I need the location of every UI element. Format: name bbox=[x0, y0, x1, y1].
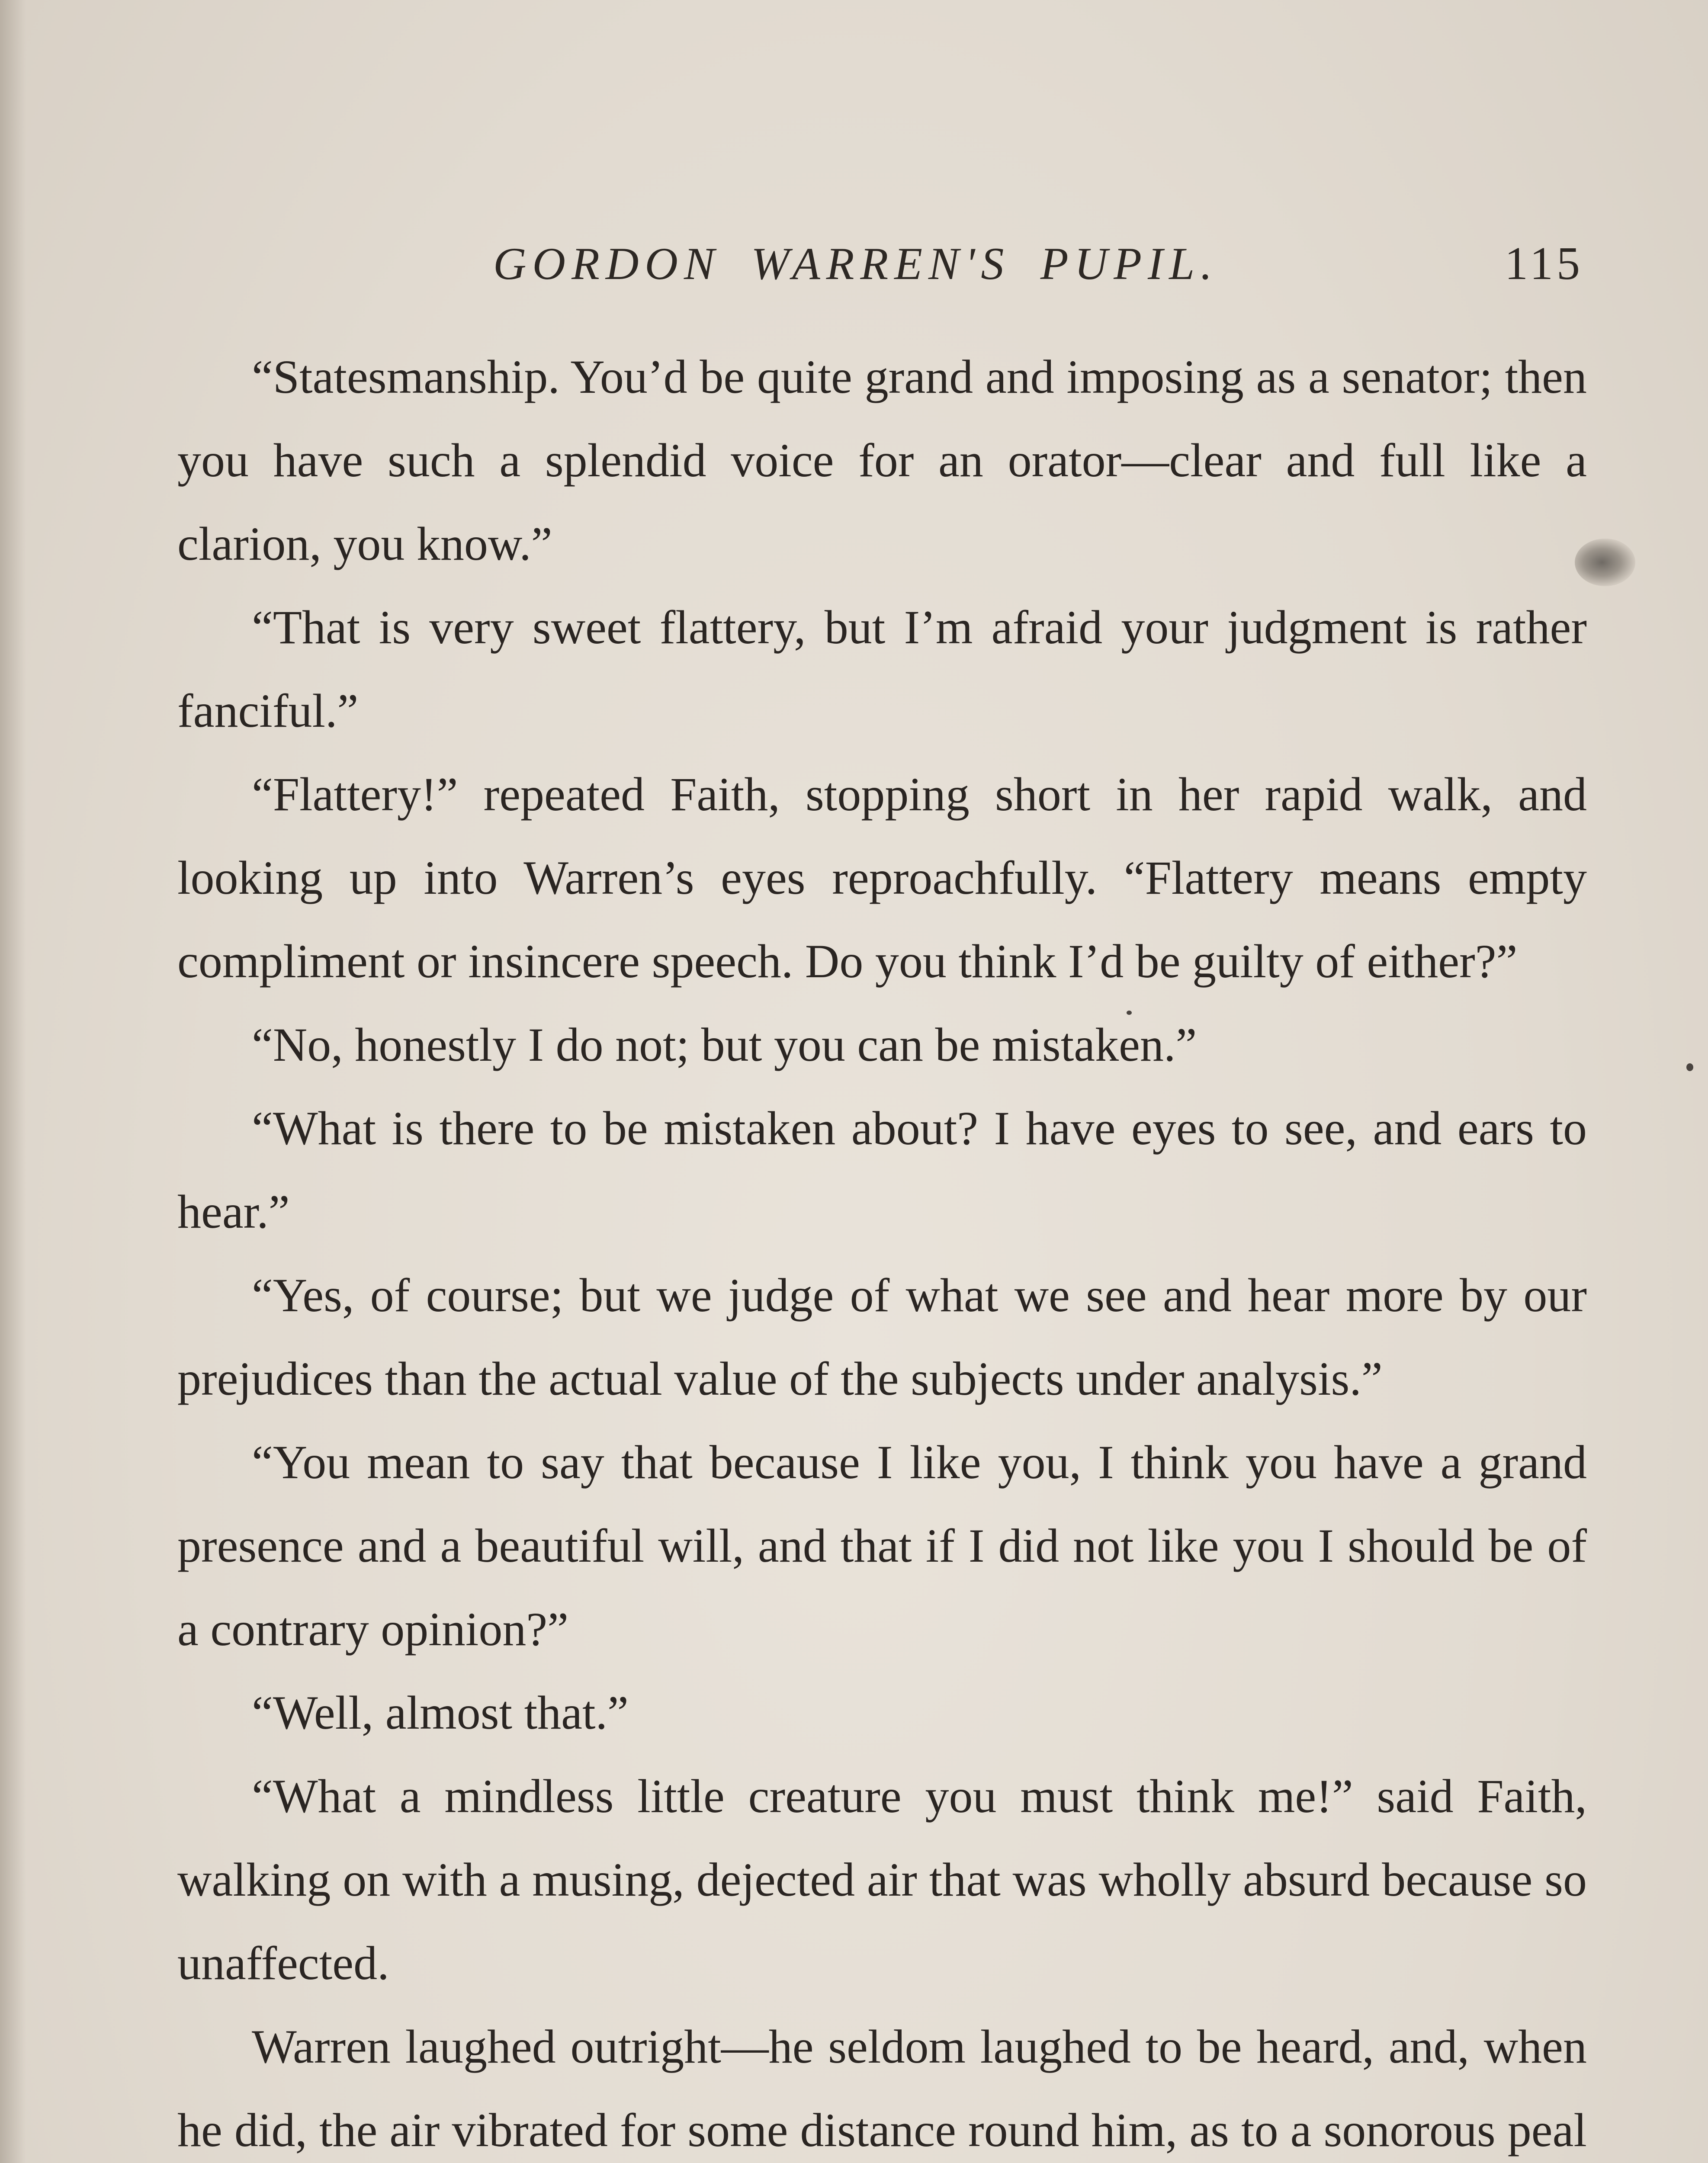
paragraph: “Flattery!” repeated Faith, stopping short in her rapid walk, and looking up into Warren’s eyes reproachfully. “Flattery means empty compliment or insincere speech. Do you think I’d be guilty of either?” bbox=[177, 768, 1587, 988]
page-number: 115 bbox=[1505, 238, 1583, 289]
paragraph: “Statesmanship. You’d be quite grand and imposing as a senator; then you have such a splendid voice for an orator—clear and full like a clarion, you know.” bbox=[177, 350, 1587, 570]
body-text bbox=[177, 335, 1587, 2163]
running-header bbox=[493, 234, 1583, 294]
page-edge-shadow bbox=[0, 0, 26, 2163]
paragraph: “That is very sweet flattery, but I’m afraid your judgment is rather fanciful.” bbox=[177, 601, 1587, 737]
paragraph: “What is there to be mistaken about? I have eyes to see, and ears to hear.” bbox=[177, 1102, 1587, 1238]
paragraph: “Well, almost that.” bbox=[252, 1686, 629, 1739]
running-title: GORDON WARREN'S PUPIL. bbox=[493, 238, 1218, 289]
paragraph: “You mean to say that because I like you, I think you have a grand presence and a beautiful will, and that if I did not like you I should be of a contrary opinion?” bbox=[177, 1436, 1587, 1656]
paragraph: Warren laughed outright—he seldom laughed to be heard, and, when he did, the air vibrated for some distance round him, as to a sonorous peal bbox=[177, 2020, 1587, 2157]
paragraph: “No, honestly I do not; but you can be mistaken.” bbox=[252, 1018, 1197, 1071]
paper-speck bbox=[1686, 1063, 1693, 1071]
paragraph: “Yes, of course; but we judge of what we see and hear more by our prejudices than the actual value of the subjects under analysis.” bbox=[177, 1269, 1587, 1405]
paragraph: “What a mindless little creature you must think me!” said Faith, walking on with a musing, dejected air that was wholly absurd because so unaffected. bbox=[177, 1770, 1587, 1990]
